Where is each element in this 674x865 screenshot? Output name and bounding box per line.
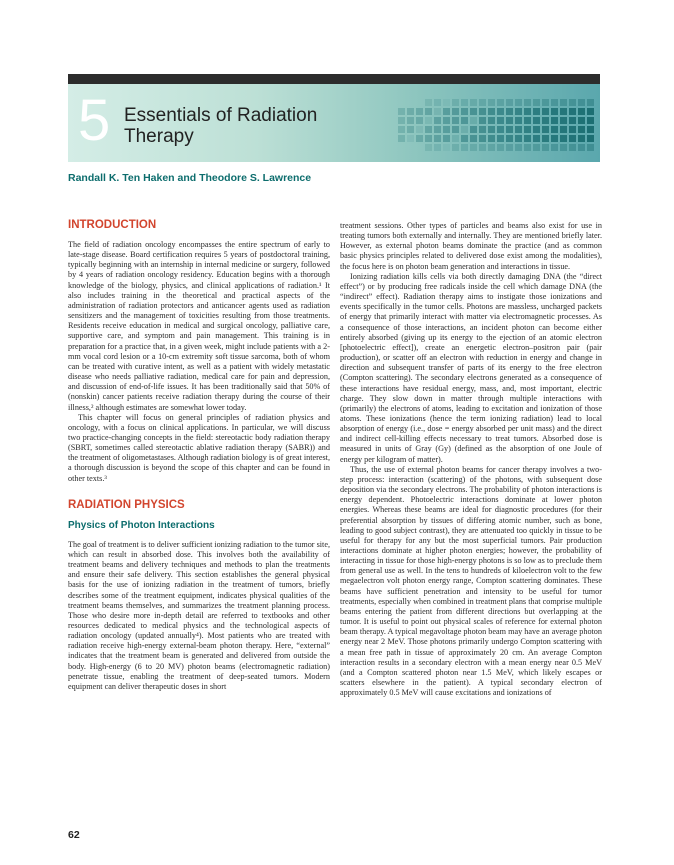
banner-square <box>497 99 504 106</box>
banner-square <box>434 135 441 142</box>
banner-square <box>443 126 450 133</box>
banner-square <box>587 108 594 115</box>
banner-square <box>524 99 531 106</box>
banner-square <box>524 135 531 142</box>
banner-square <box>407 117 414 124</box>
banner-square <box>587 117 594 124</box>
banner-square <box>461 117 468 124</box>
banner-square <box>569 99 576 106</box>
banner-square <box>533 108 540 115</box>
banner-square <box>398 108 405 115</box>
banner-square <box>425 135 432 142</box>
banner-square <box>470 126 477 133</box>
right-paragraph-3: Thus, the use of external photon beams for cancer therapy involves a two-step process: interaction (scattering) of the photons, with subsequent dose deposition via the secondary electrons. The probability of photon interactions is energy dependent. Photoelectric interactions dominate at lower photon energies. Whereas these beams are ideal for diagnostic procedures (for their preferential absorption by tissues of differing atomic number, such as bone, leading to good subject contrast), they are attenuated too quickly in tissue to be useful for therapy for any but the most superficial tumors. Pair production interactions dominate at higher photon energies; however, the probability of interacting in tissue for those high-energy photons is so low as to preclude them from general use as well. In the tens to hundreds of kiloelectron volt to the few megaelectron volt photon energy range, Compton scattering dominates. These beams have sufficient penetration and intensity to be useful for tumor treatments, especially when combined in treatment plans that comprise multiple beams entering the patient from different directions but overlapping at the tumor. It is useful to point out physical scales of reference for external photon beam therapy. A typical megavoltage photon beam may have an average photon energy near 2 MeV. Those photons primarily undergo Compton scattering with a mean free path in tissue of approximately 20 cm. An average Compton interaction results in a secondary electron with a mean energy near 0.5 MeV (and a Compton scattered photon near 1.5 MeV, which likely escapes or scatters elsewhere in the patient). A typical secondary electron of approximately 0.5 MeV will cause excitations and ionizations of <box>340 464 602 698</box>
banner-square <box>551 126 558 133</box>
banner-square <box>461 144 468 151</box>
banner-square <box>407 108 414 115</box>
banner-square <box>434 99 441 106</box>
banner-square <box>533 99 540 106</box>
banner-square <box>497 135 504 142</box>
banner-square <box>452 99 459 106</box>
banner-square <box>488 126 495 133</box>
banner-square <box>551 144 558 151</box>
page-number: 62 <box>68 829 80 841</box>
banner-square <box>578 135 585 142</box>
banner-square <box>461 135 468 142</box>
subheading-photon-interactions: Physics of Photon Interactions <box>68 519 215 531</box>
banner-square <box>587 126 594 133</box>
banner-square <box>452 135 459 142</box>
banner-square <box>443 99 450 106</box>
banner-square <box>452 144 459 151</box>
banner-square <box>416 108 423 115</box>
banner-square <box>434 117 441 124</box>
banner-square <box>488 117 495 124</box>
banner-square <box>506 99 513 106</box>
banner-square <box>578 99 585 106</box>
banner-square <box>524 108 531 115</box>
chapter-title-line2: Therapy <box>124 126 194 147</box>
banner-square <box>524 144 531 151</box>
banner-square <box>434 108 441 115</box>
banner-square <box>560 144 567 151</box>
chapter-title-line1: Essentials of Radiation <box>124 105 318 126</box>
banner-square <box>470 117 477 124</box>
banner-square <box>461 126 468 133</box>
banner-square <box>452 126 459 133</box>
banner-square <box>488 108 495 115</box>
banner-square <box>569 144 576 151</box>
banner-square <box>551 117 558 124</box>
banner-square <box>533 117 540 124</box>
banner-square <box>407 135 414 142</box>
banner-square <box>416 135 423 142</box>
banner-square <box>515 117 522 124</box>
chapter-banner <box>68 84 600 162</box>
banner-square <box>533 144 540 151</box>
banner-square <box>398 126 405 133</box>
banner-square <box>569 108 576 115</box>
banner-square <box>560 99 567 106</box>
banner-square <box>488 144 495 151</box>
banner-square <box>425 126 432 133</box>
banner-square <box>479 135 486 142</box>
banner-square <box>560 117 567 124</box>
banner-square <box>407 126 414 133</box>
banner-square <box>515 135 522 142</box>
banner-square <box>479 117 486 124</box>
banner-square <box>533 126 540 133</box>
banner-square <box>542 108 549 115</box>
banner-square <box>443 135 450 142</box>
banner-square <box>497 144 504 151</box>
banner-square <box>461 108 468 115</box>
banner-square <box>470 108 477 115</box>
banner-square <box>425 144 432 151</box>
banner-square <box>497 117 504 124</box>
decorative-squares-icon <box>398 98 598 154</box>
banner-square <box>461 99 468 106</box>
banner-square <box>533 135 540 142</box>
banner-square <box>506 126 513 133</box>
chapter-number: 5 <box>78 88 111 153</box>
banner-square <box>524 126 531 133</box>
banner-square <box>443 144 450 151</box>
banner-square <box>551 135 558 142</box>
banner-square <box>569 135 576 142</box>
heading-radiation-physics: RADIATION PHYSICS <box>68 498 185 511</box>
banner-square <box>515 126 522 133</box>
heading-introduction: INTRODUCTION <box>68 219 157 231</box>
banner-square <box>425 108 432 115</box>
banner-square <box>479 108 486 115</box>
banner-square <box>569 117 576 124</box>
banner-square <box>542 99 549 106</box>
banner-square <box>479 144 486 151</box>
banner-square <box>479 99 486 106</box>
banner-square <box>587 135 594 142</box>
banner-square <box>587 144 594 151</box>
banner-square <box>506 135 513 142</box>
banner-square <box>443 108 450 115</box>
banner-square <box>560 108 567 115</box>
banner-square <box>452 117 459 124</box>
intro-paragraph-1: The field of radiation oncology encompasses the entire spectrum of early to late-stage disease. Board certification requires 5 years of postdoctoral training, typically beginning with an internship in internal medicine or surgery, followed by 4 years of radiation oncology residency. Education begins with a thorough knowledge of the biology, physics, and clinical applications of radiation.¹ It also includes training in the theoretical and practical aspects of the administration of radiation protectors and anticancer agents used as radiation sensitizers and the management of toxicities resulting from those treatments. Residents receive education in medical and surgical oncology, palliative care, supportive care, and symptom and pain management. This training is in preparation for a practice that, in a given week, might include patients with a 2-mm vocal cord lesion or a 10-cm extremity soft tissue sarcoma, both of whom can be treated with curative intent, as well as a patient with widely metastatic disease who needs palliative radiation, medical care for pain and depression, and discussion of end-of-life issues. It has been traditionally said that 50% of (nonskin) cancer patients receive radiation therapy during the course of their illness,² although estimates are somewhat lower today. <box>68 240 330 412</box>
banner-square <box>506 117 513 124</box>
banner-square <box>542 144 549 151</box>
banner-square <box>470 135 477 142</box>
banner-square <box>578 144 585 151</box>
chapter-title <box>124 105 364 147</box>
banner-square <box>578 126 585 133</box>
physics-paragraph-1: The goal of treatment is to deliver sufficient ionizing radiation to the tumor site, which can result in absorbed dose. This involves both the availability of treatment beams and delivery techniques and methods to plan the treatments and ensure their safe delivery. This section establishes the general physical basis for the use of ionizing radiation in the treatment of tumors, briefly describes some of the treatment equipment, indicates physical qualities of the treatment beams themselves, and summarizes the treatment planning process. Those who desire more in-depth detail are referred to textbooks and other resources dedicated to medical physics and the technological aspects of radiation oncology (updated annually⁴). Most patients who are treated with radiation receive high-energy external-beam photon therapy. Here, “external” indicates that the treatment beam is generated and delivered from outside the body. High-energy (6 to 20 MV) photon beams (electromagnetic radiation) penetrate tissue, enabling the treatment of deep-seated tumors. Modern equipment can deliver therapeutic doses in short <box>68 539 330 691</box>
right-paragraph-2: Ionizing radiation kills cells via both directly damaging DNA (the “direct effect”) or by producing free radicals inside the cell which damage DNA (the “indirect” effect). Radiation therapy aims to instigate those ionizations and events specifically in the tumor cells. Photons are massless, uncharged packets of energy that primarily interact with matter via electromagnetic processes. As a consequence of those interactions, an incident photon can become either entirely absorbed (giving up its energy to the ejection of an atomic electron [photoelectric effect]), create an energetic electron–positron pair (pair production), or scatter off an electron with reduction in energy and change in direction and subsequent transfer of parts of its energy to the free electron (Compton scattering). The secondary electrons generated as a consequence of these interactions have residual energy, mass, and, most important, electric charge. They slow down in matter through multiple interactions with (primarily) the electrons of atoms, leading to excitation and ionization of those atoms. These ionizations (hence the term ionizing radiation) lead to local absorption of energy (i.e., dose = energy absorbed per unit mass) and the direct and indirect cell-killing effects necessary to treat tumors. Absorbed dose is measured in units of Gray (Gy) (defined as the absorption of one Joule of energy per kilogram of matter). <box>340 271 602 464</box>
banner-square <box>551 99 558 106</box>
banner-square <box>398 135 405 142</box>
banner-square <box>578 117 585 124</box>
banner-square <box>497 126 504 133</box>
banner-square <box>578 108 585 115</box>
banner-square <box>497 108 504 115</box>
banner-square <box>434 144 441 151</box>
banner-square <box>515 144 522 151</box>
banner-square <box>398 117 405 124</box>
banner-square <box>488 99 495 106</box>
banner-square <box>551 108 558 115</box>
banner-square <box>542 117 549 124</box>
banner-square <box>542 126 549 133</box>
left-column <box>68 218 330 692</box>
banner-square <box>542 135 549 142</box>
banner-square <box>425 117 432 124</box>
header-dark-bar <box>68 74 600 84</box>
banner-square <box>515 108 522 115</box>
banner-square <box>506 144 513 151</box>
banner-square <box>524 117 531 124</box>
banner-square <box>569 126 576 133</box>
banner-square <box>515 99 522 106</box>
banner-square <box>452 108 459 115</box>
banner-square <box>470 99 477 106</box>
banner-square <box>425 99 432 106</box>
banner-square <box>470 144 477 151</box>
banner-square <box>488 135 495 142</box>
banner-square <box>479 126 486 133</box>
right-paragraph-1: treatment sessions. Other types of particles and beams also exist for use in treating tumors both externally and internally. They are mentioned briefly later. However, as external photon beams dominate the practice (and as common basic physics principles related to delivered dose exist among the modalities), the focus here is on photon beam generation and interactions in tissue. <box>340 221 602 271</box>
banner-square <box>434 126 441 133</box>
banner-square <box>416 117 423 124</box>
banner-square <box>416 126 423 133</box>
banner-square <box>443 117 450 124</box>
banner-square <box>587 99 594 106</box>
banner-square <box>560 135 567 142</box>
right-column <box>340 221 602 698</box>
chapter-authors: Randall K. Ten Haken and Theodore S. Lawrence <box>68 172 312 184</box>
banner-square <box>506 108 513 115</box>
intro-paragraph-2: This chapter will focus on general principles of radiation physics and oncology, with a focus on clinical applications. In particular, we will discuss two practice-changing concepts in the field: stereotactic body radiation therapy (SBRT, sometimes called stereotactic ablative radiation therapy (SABR)) and the treatment of oligometastases. Although radiation biology is of great interest, a thorough discussion is beyond the scope of this chapter and can be found in other texts.³ <box>68 412 330 483</box>
banner-square <box>560 126 567 133</box>
